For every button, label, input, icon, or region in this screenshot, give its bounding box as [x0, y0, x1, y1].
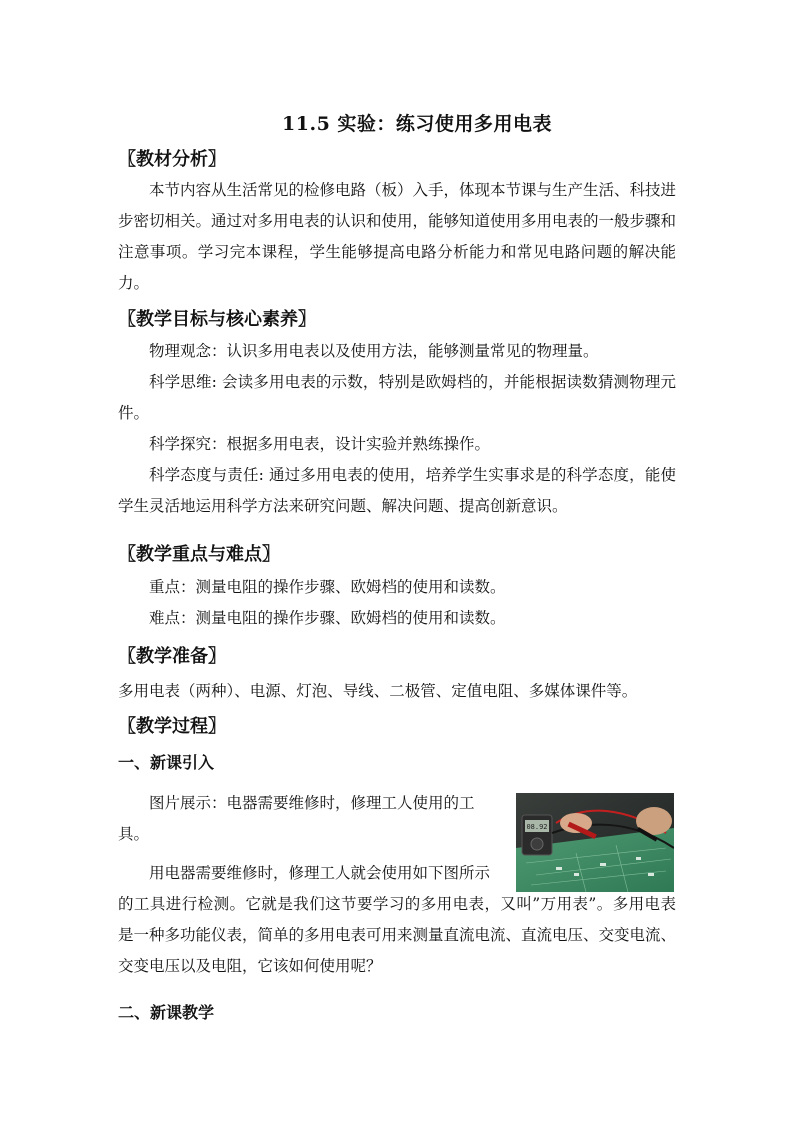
goal-attitude-responsibility: 科学态度与责任: 通过多用电表的使用，培养学生实事求是的科学态度，能使学生灵活地运用科学方法来研究问题、解决问题、提高创新意识。	[118, 466, 676, 515]
goal-scientific-inquiry: 科学探究：根据多用电表，设计实验并熟练操作。	[149, 435, 491, 453]
multimeter-photo	[516, 793, 674, 892]
intro-text-line1: 图片展示：电器需要维修时，修理工人使用的工	[149, 794, 475, 812]
heading-keypoints: 〖教学重点与难点〗	[118, 544, 280, 565]
heading-goals: 〖教学目标与核心素养〗	[118, 309, 316, 330]
intro-text-line2: 具。	[118, 825, 150, 843]
intro-text-line3: 用电器需要维修时，修理工人就会使用如下图所示	[149, 864, 491, 882]
heading-preparation: 〖教学准备〗	[118, 646, 226, 667]
goal-scientific-thinking: 科学思维: 会读多用电表的示数，特别是欧姆档的，并能根据读数猜测物理元件。	[118, 373, 676, 422]
intro-text-continued: 的工具进行检测。它就是我们这节要学习的多用电表，又叫”万用表”。多用电表是一种多功能仪表，简单的多用电表可用来测量直流电流、直流电压、交变电流、交变电压以及电阻，它该如何使用呢？	[118, 895, 677, 975]
heading-introduction: 一、新课引入	[118, 753, 215, 772]
heading-analysis: 〖教材分析〗	[118, 149, 226, 170]
page-title: 11.5 实验：练习使用多用电表	[282, 113, 552, 135]
goal-physics-concept: 物理观念：认识多用电表以及使用方法，能够测量常见的物理量。	[149, 342, 599, 360]
paragraph-analysis: 本节内容从生活常见的检修电路（板）入手，体现本节课与生产生活、科技进步密切相关。通过对多用电表的认识和使用，能够知道使用多用电表的一般步骤和注意事项。学习完本课程，学生能够提高电路分析能力和常见电路问题的解决能力。	[118, 181, 677, 292]
meter-display-text: 08.92	[526, 823, 548, 831]
key-point: 重点：测量电阻的操作步骤、欧姆档的使用和读数。	[149, 578, 506, 596]
difficult-point: 难点：测量电阻的操作步骤、欧姆档的使用和读数。	[149, 609, 506, 627]
heading-new-lesson: 二、新课教学	[118, 1003, 215, 1022]
heading-process: 〖教学过程〗	[118, 716, 226, 737]
preparation-list: 多用电表（两种）、电源、灯泡、导线、二极管、定值电阻、多媒体课件等。	[118, 682, 638, 700]
